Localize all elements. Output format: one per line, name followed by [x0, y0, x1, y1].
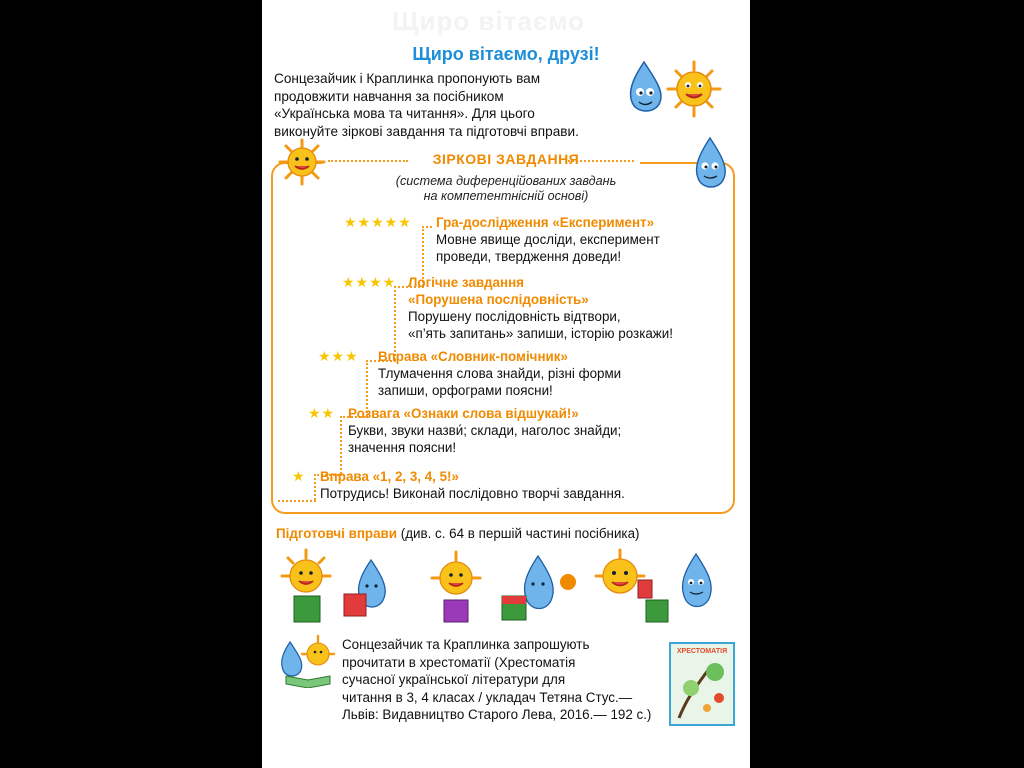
sun-character-icon — [282, 550, 330, 622]
level-title: «Порушена послідовність» — [408, 292, 589, 307]
textbook-page — [262, 0, 750, 768]
invitation-line: Сонцезайчик та Краплинка запрошують — [342, 637, 590, 652]
faded-header-text: Щиро вітаємо — [392, 6, 585, 36]
invitation-line: сучасної української літератури для — [342, 672, 566, 688]
sun-character-icon — [596, 550, 668, 622]
prep-exercises-note: (див. с. 64 в першій частині посібника) — [400, 526, 640, 541]
subtitle-line: на компетентнісній основі) — [423, 189, 589, 203]
level-text: Потрудись! Виконай послідовно творчі завдання. — [320, 486, 625, 501]
invitation-line: Львів: Видавництво Старого Лева, 2016.— 192 с.) — [342, 707, 652, 723]
level-title: Логічне завдання — [408, 275, 524, 290]
level-text: значення поясни! — [348, 440, 457, 455]
level-text: Мовне явище досліди, експеримент — [436, 232, 660, 247]
prep-exercises-line — [276, 526, 639, 541]
level-title: Гра-дослідження «Експеримент» — [436, 215, 655, 230]
book-cover-title: ХРЕСТОМАТІЯ — [676, 648, 728, 655]
sun-character-icon — [432, 552, 480, 622]
intro-line: «Українська мова та читання». Для цього — [274, 106, 535, 121]
characters-with-blocks-illustration — [276, 546, 738, 626]
water-drop-character-icon — [344, 560, 385, 616]
level-4-block — [408, 274, 673, 342]
intro-line: Сонцезайчик і Краплинка пропонують вам — [274, 71, 541, 86]
prep-exercises-label: Підготовчі вправи — [276, 526, 397, 541]
invitation-line: читання в 3, 4 класах / укладач Тетяна Стус.— — [342, 689, 633, 705]
book-cover-art — [671, 658, 733, 724]
level-title: Вправа «Словник-помічник» — [378, 349, 568, 364]
anthology-invitation — [342, 636, 651, 724]
water-drop-character-icon — [631, 62, 662, 111]
level-4-stars: ★★★★ — [342, 274, 397, 290]
sun-character-icon — [668, 62, 720, 116]
invitation-line: прочитати в хрестоматії (Хрестоматія — [342, 654, 576, 670]
level-title: Розвага «Ознаки слова відшукай!» — [348, 406, 579, 421]
level-text: Тлумачення слова знайди, різні форми — [378, 366, 622, 381]
subtitle-line: (система диференційованих завдань — [395, 174, 617, 188]
level-title: Вправа «1, 2, 3, 4, 5!» — [320, 469, 459, 484]
stair-dots — [422, 226, 432, 228]
water-drop-character-icon — [502, 556, 576, 620]
level-3-block — [378, 348, 621, 399]
level-text: Букви, звуки назви́; склади, наголос знайди; — [348, 423, 622, 438]
stair-dots — [340, 416, 342, 474]
level-3-stars: ★★★ — [318, 348, 359, 364]
stair-dots — [278, 500, 316, 502]
level-2-block — [348, 405, 621, 456]
stair-dots — [314, 474, 316, 500]
level-text: «п’ять запитань» запиши, історію розкажи! — [408, 326, 673, 341]
intro-line: виконуйте зіркові завдання та підготовчі вправи. — [274, 123, 579, 139]
water-drop-character-icon — [683, 554, 712, 607]
star-tasks-subtitle — [262, 174, 750, 204]
level-5-block — [436, 214, 660, 265]
anthology-book-icon — [669, 642, 735, 726]
level-1-block — [320, 468, 625, 502]
level-1-stars: ★ — [292, 468, 306, 484]
level-5-stars: ★★★★★ — [344, 214, 412, 230]
greeting-title: Щиро вітаємо, друзі! — [412, 44, 600, 64]
level-text: запиши, орфограми поясни! — [378, 383, 553, 398]
level-2-stars: ★★ — [308, 405, 336, 421]
intro-paragraph — [274, 70, 654, 140]
intro-line: продовжити навчання за посібником — [274, 88, 504, 104]
sun-and-drop-characters-illustration — [622, 58, 732, 120]
star-tasks-title: ЗІРКОВІ ЗАВДАННЯ — [432, 151, 580, 167]
level-text: Порушену послідовність відтвори, — [408, 309, 621, 324]
reading-characters-icon — [276, 632, 338, 688]
level-text: проведи, твердження доведи! — [436, 249, 622, 264]
